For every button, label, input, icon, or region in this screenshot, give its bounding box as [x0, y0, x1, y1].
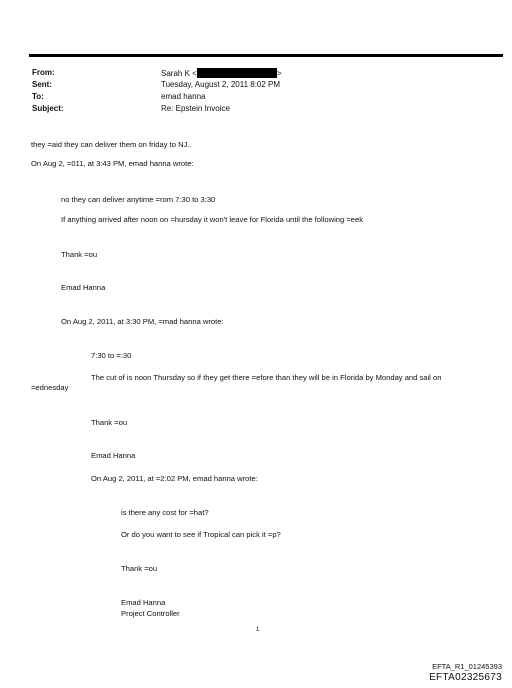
subject-value: Re: Epstein Invoice	[161, 104, 230, 113]
body-line: Thank =ou	[91, 418, 128, 427]
bates-number-secondary: EFTA02325673	[429, 672, 502, 683]
page-number: 1	[256, 627, 260, 633]
signature-name: Emad Hanna	[91, 451, 136, 460]
from-label: From:	[32, 68, 55, 77]
body-line: If anything arrived after noon on =hursday it won't leave for Florida until the following =eek	[61, 215, 363, 224]
body-line: =ednesday	[31, 383, 69, 392]
body-line: Thank =ou	[121, 564, 158, 573]
sent-value: Tuesday, August 2, 2011 8:02 PM	[161, 80, 281, 89]
sent-label: Sent:	[32, 80, 52, 89]
quote-header: On Aug 2, 2011, at =2:02 PM, emad hanna wrote:	[91, 474, 258, 483]
signature-title: Project Controller	[121, 609, 180, 618]
body-line: The cut of is noon Thursday so if they get there =efore than they will be in Florida by Monday and sail on	[91, 373, 442, 382]
redaction-box	[197, 68, 277, 78]
body-line: no they can deliver anytime =rom 7:30 to 3:30	[61, 195, 216, 204]
to-value: emad hanna	[161, 92, 206, 101]
body-line: is there any cost for =hat?	[121, 508, 209, 517]
body-line: Or do you want to see if Tropical can pick it =p?	[121, 530, 281, 539]
quote-header: On Aug 2, =011, at 3:43 PM, emad hanna wrote:	[31, 159, 194, 168]
body-line: Thank =ou	[61, 250, 98, 259]
signature-name: Emad Hanna	[121, 598, 166, 607]
signature-name: Emad Hanna	[61, 283, 106, 292]
quote-header: On Aug 2, 2011, at 3:30 PM, =mad hanna wrote:	[61, 317, 224, 326]
subject-label: Subject:	[32, 104, 64, 113]
from-value-suffix: >	[276, 69, 282, 78]
from-value	[161, 68, 281, 78]
header-rule	[29, 54, 503, 57]
body-line: they =aid they can deliver them on friday to NJ..	[31, 140, 192, 149]
from-value-prefix: Sarah K <	[161, 69, 197, 78]
to-label: To:	[32, 92, 44, 101]
bates-number-primary: EFTA_R1_01245393	[432, 662, 502, 671]
body-line: 7:30 to =:30	[91, 351, 132, 360]
